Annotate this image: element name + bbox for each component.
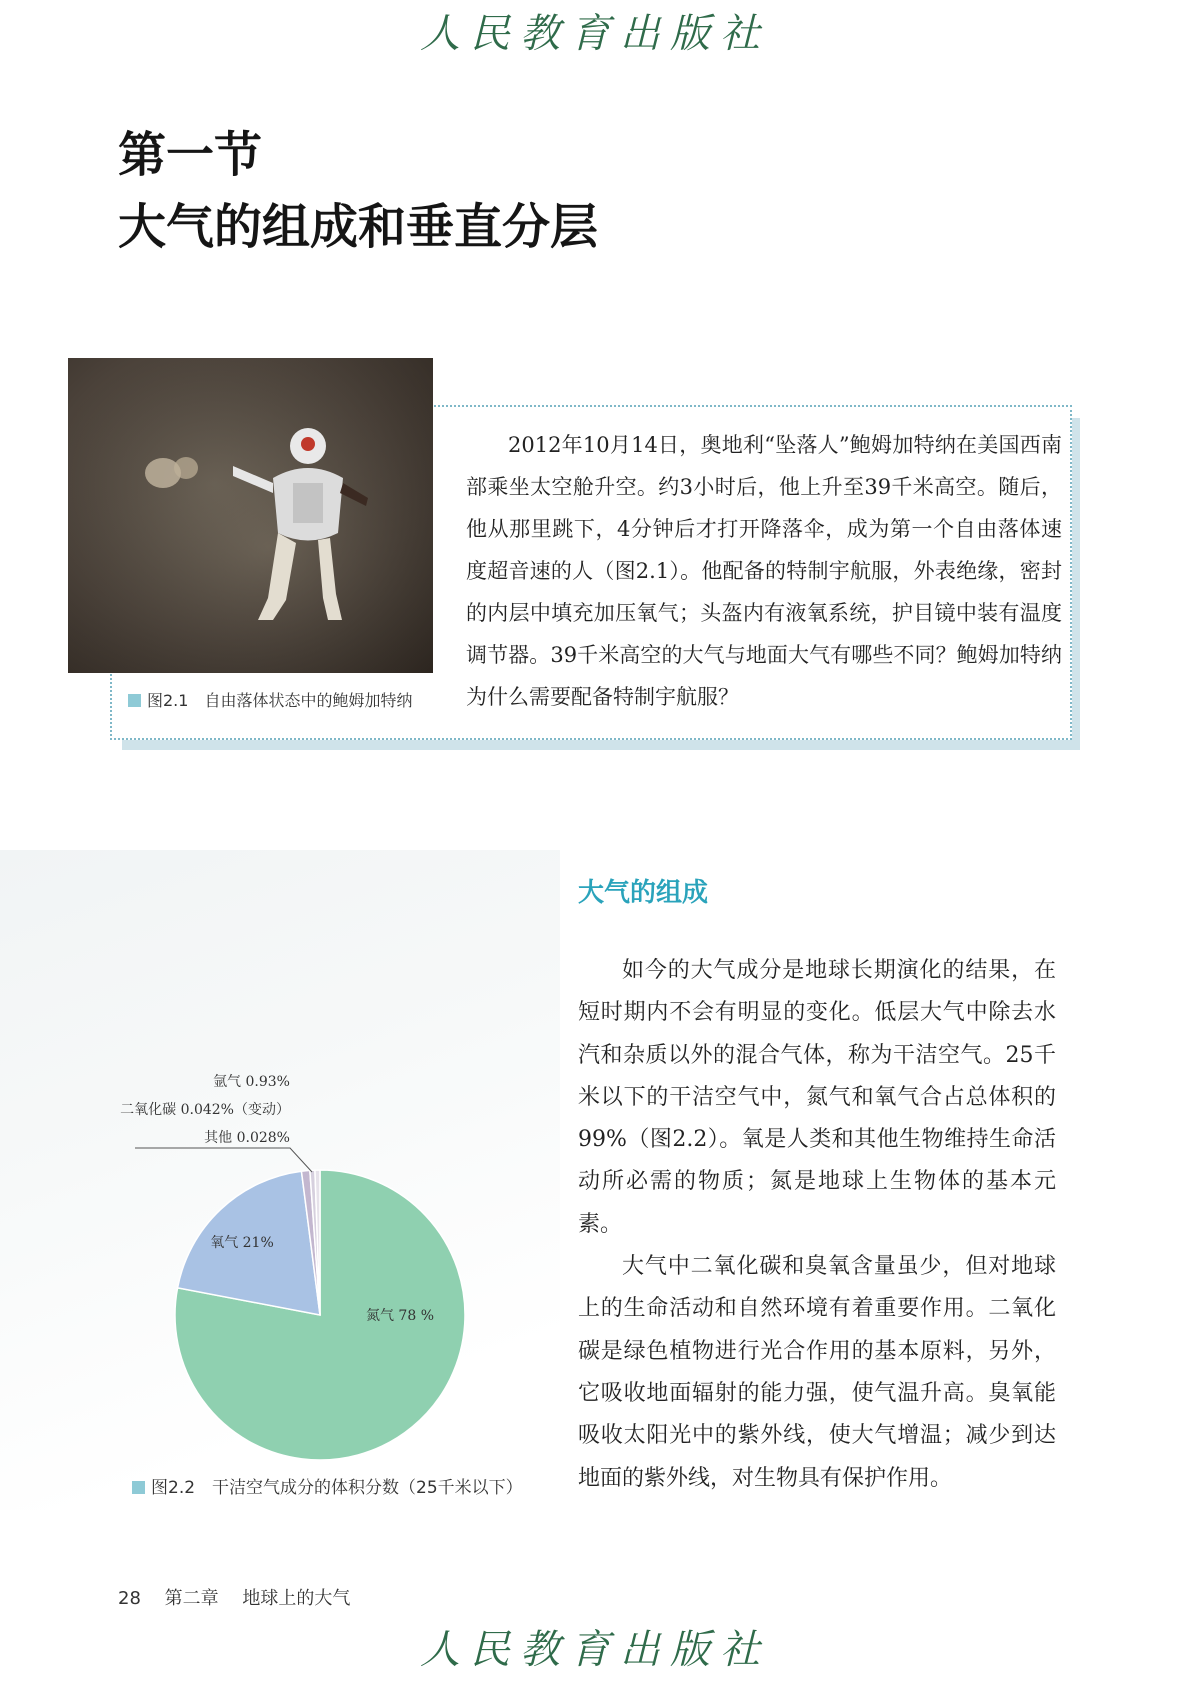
figure-2-2-caption-text: 图2.2 干洁空气成分的体积分数（25千米以下） [151, 1478, 523, 1498]
publisher-logo-top: 人民教育出版社 [420, 11, 770, 57]
pie-label-3: 二氧化碳 0.042%（变动） [120, 1102, 290, 1118]
pie-label-1: 氧气 21% [210, 1235, 274, 1251]
page-number: 28 [118, 1588, 141, 1609]
page-title: 大气的组成和垂直分层 [118, 199, 599, 255]
figure-2-1-caption [128, 688, 412, 711]
chapter-number: 第二章 [164, 1588, 219, 1609]
figure-2-1-caption-text: 图2.1 自由落体状态中的鲍姆加特纳 [147, 691, 413, 710]
figure-2-2-caption [132, 1473, 523, 1498]
section-heading: 大气的组成 [578, 878, 709, 908]
pie-label-4: 其他 0.028% [204, 1130, 290, 1146]
intro-paragraph: 2012年10月14日，奥地利“坠落人”鲍姆加特纳在美国西南部乘坐太空舱升空。约3小时后，他上升至39千米高空。随后，他从那里跳下，4分钟后才打开降落伞，成为第一个自由落体速度超音速的人（图2.1）。他配备的特制宇航服，外表绝缘，密封的内层中填充加压氧气；头盔内有液氧系统，护目镜中装有温度调节器。39千米高空的大气与地面大气有哪些不同？鲍姆加特纳为什么需要配备特制宇航服？ [466, 433, 1062, 709]
publisher-logo-bottom: 人民教育出版社 [420, 1627, 770, 1673]
pie-svg [120, 1060, 540, 1460]
pie-label-0: 氮气 78 % [365, 1308, 435, 1324]
page-footer [118, 1584, 368, 1610]
pie-label-2: 氩气 0.93% [213, 1074, 290, 1090]
caption-marker-icon [128, 694, 141, 707]
freefall-photo [68, 358, 433, 673]
section-number: 第一节 [118, 127, 263, 183]
chapter-title: 地球上的大气 [242, 1588, 351, 1609]
body-paragraph-1: 如今的大气成分是地球长期演化的结果，在短时期内不会有明显的变化。低层大气中除去水汽和杂质以外的混合气体，称为干洁空气。25千米以下的干洁空气中，氮气和氧气合占总体积的99%（图2.2）。氧是人类和其他生物维持生命活动所必需的物质；氮是地球上生物体的基本元素。 [578, 958, 1056, 1237]
caption-marker-icon [132, 1481, 145, 1494]
body-paragraph-2: 大气中二氧化碳和臭氧含量虽少，但对地球上的生命活动和自然环境有着重要作用。二氧化碳是绿色植物进行光合作用的基本原料，另外，它吸收地面辐射的能力强，使气温升高。臭氧能吸收太阳光中的紫外线，使大气增温；减少到达地面的紫外线，对生物具有保护作用。 [578, 1254, 1056, 1491]
pie-leader-line [135, 1148, 312, 1172]
composition-pie-chart [120, 1060, 540, 1460]
section-body [578, 950, 1056, 1500]
